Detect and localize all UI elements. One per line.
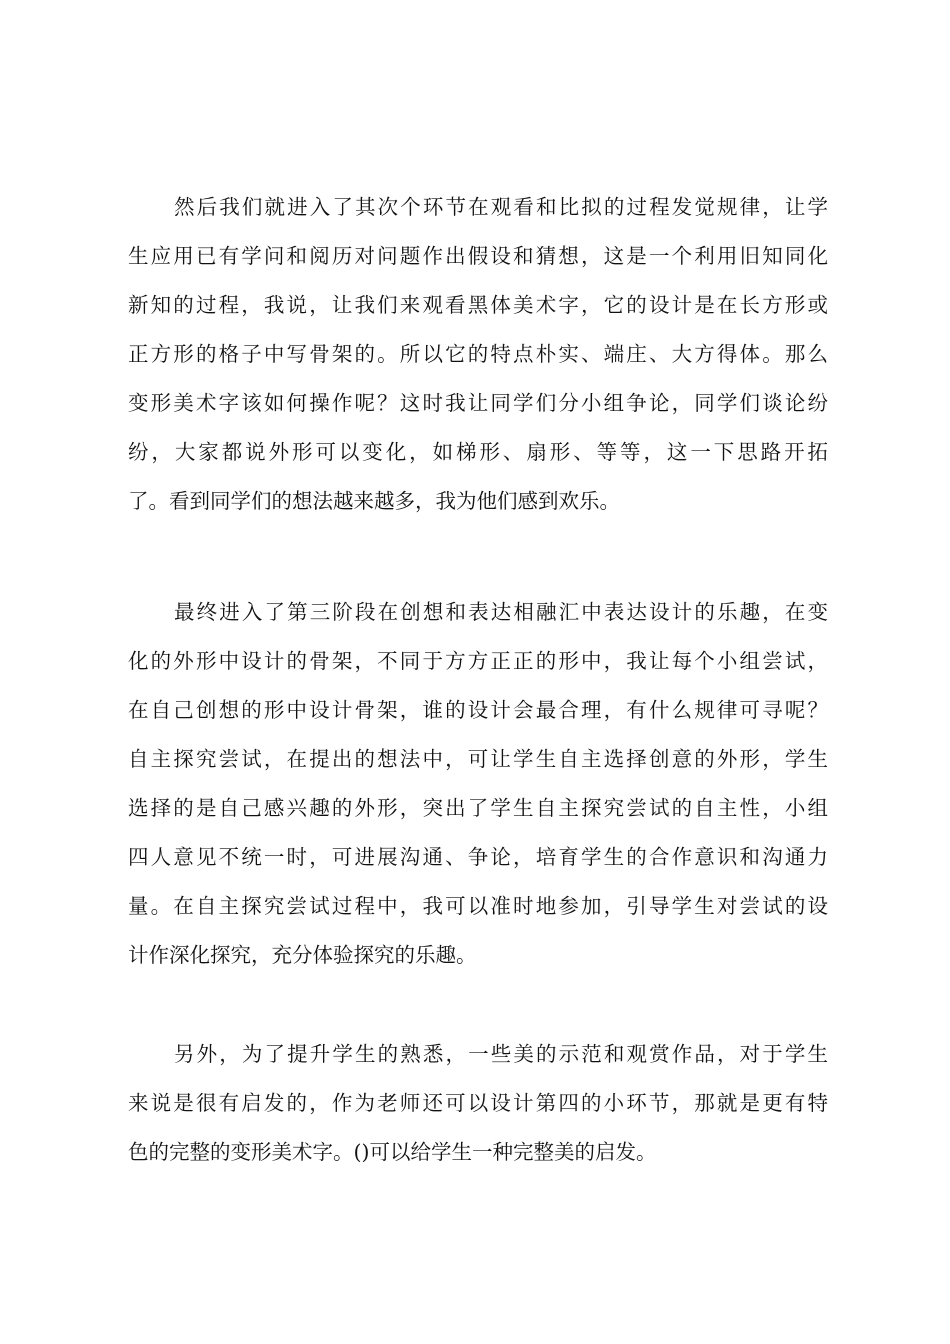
- paragraph-line: 自主探究尝试，在提出的想法中，可让学生自主选择创意的外形，学生: [128, 747, 828, 771]
- paragraph-line: 在自己创想的形中设计骨架，谁的设计会最合理，有什么规律可寻呢？: [128, 698, 828, 722]
- paragraph-line: 变形美术字该如何操作呢？这时我让同学们分小组争论，同学们谈论纷: [128, 391, 828, 415]
- paragraph-line: 四人意见不统一时，可进展沟通、争论，培育学生的合作意识和沟通力: [128, 845, 828, 869]
- paragraph-line: 选择的是自己感兴趣的外形，突出了学生自主探究尝试的自主性，小组: [128, 796, 828, 820]
- paragraph-line: 最终进入了第三阶段在创想和表达相融汇中表达设计的乐趣，在变: [174, 600, 828, 624]
- paragraph-line: 另外，为了提升学生的熟悉，一些美的示范和观赏作品，对于学生: [174, 1042, 828, 1066]
- paragraph-line: 新知的过程，我说，让我们来观看黑体美术字，它的设计是在长方形或: [128, 293, 828, 317]
- paragraph-line: 来说是很有启发的，作为老师还可以设计第四的小环节，那就是更有特: [128, 1091, 828, 1115]
- paragraph-line: 纷，大家都说外形可以变化，如梯形、扇形、等等，这一下思路开拓: [128, 440, 828, 464]
- paragraph-line: 化的外形中设计的骨架，不同于方方正正的形中，我让每个小组尝试，: [128, 649, 828, 673]
- paragraph-line: 计作深化探究，充分体验探究的乐趣。: [128, 943, 477, 967]
- paragraph-1: [128, 183, 828, 526]
- paragraph-line: 了。看到同学们的想法越来越多，我为他们感到欢乐。: [128, 489, 620, 513]
- paragraph-line: 量。在自主探究尝试过程中，我可以准时地参加，引导学生对尝试的设: [128, 894, 828, 918]
- paragraph-line: 然后我们就进入了其次个环节在观看和比拟的过程发觉规律，让学: [174, 195, 828, 219]
- paragraph-line: 生应用已有学问和阅历对问题作出假设和猜想，这是一个利用旧知同化: [128, 244, 828, 268]
- paragraph-line: 正方形的格子中写骨架的。所以它的特点朴实、端庄、大方得体。那么: [128, 342, 828, 366]
- paragraph-3: [128, 1030, 828, 1177]
- paragraph-2: [128, 588, 828, 980]
- paragraph-line: 色的完整的变形美术字。()可以给学生一种完整美的启发。: [128, 1140, 657, 1164]
